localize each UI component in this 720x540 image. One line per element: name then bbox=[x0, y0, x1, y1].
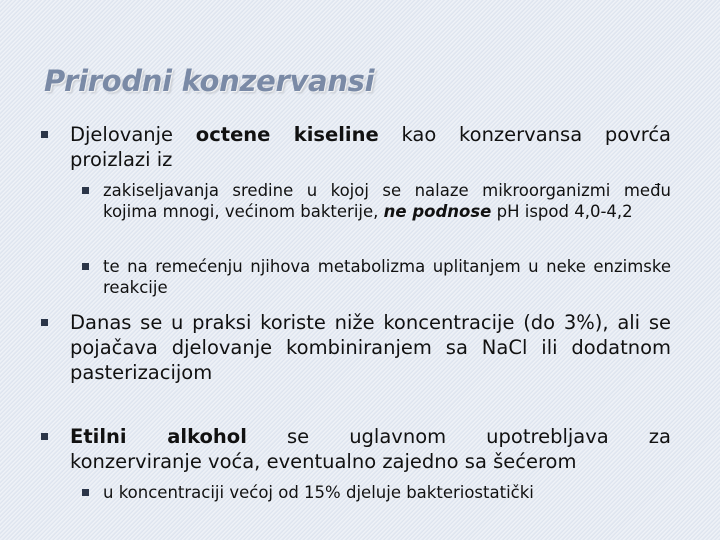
square-bullet-icon bbox=[82, 489, 89, 496]
highlight-term: octene kiseline bbox=[195, 123, 379, 146]
list-item bbox=[82, 256, 671, 298]
text-line: konzerviranje voća, eventualno zajedno sa šećerom bbox=[70, 450, 577, 473]
list-item bbox=[82, 482, 671, 503]
text-segment: se uglavnom upotrebljava za bbox=[246, 425, 671, 448]
bullet-text bbox=[70, 424, 671, 474]
bullet-text bbox=[70, 122, 671, 172]
highlight-term: ne podnose bbox=[383, 202, 492, 221]
list-item bbox=[41, 122, 671, 172]
square-bullet-icon bbox=[41, 131, 48, 138]
square-bullet-icon bbox=[41, 433, 48, 440]
highlight-term: Etilni alkohol bbox=[70, 425, 247, 448]
bullet-text: Danas se u praksi koriste niže koncentracije (do 3%), ali se pojačava djelovanje kombiniranjem sa NaCl ili dodatnom pasterizacijom bbox=[70, 311, 671, 384]
square-bullet-icon bbox=[82, 263, 89, 270]
text-segment: Djelovanje bbox=[70, 123, 196, 146]
bullet-text: te na remećenju njihova metabolizma uplitanjem u neke enzimske reakcije bbox=[103, 257, 671, 297]
bullet-text bbox=[103, 180, 671, 222]
slide-title: Prirodni konzervansi bbox=[44, 64, 375, 98]
text-segment: zakiseljavanja sredine u kojoj se nalaze mikroorganizmi među kojima mnogi, većinom bakterije, bbox=[103, 181, 671, 221]
square-bullet-icon bbox=[82, 187, 89, 194]
text-segment: pH ispod 4,0-4,2 bbox=[491, 202, 633, 221]
list-item bbox=[82, 180, 671, 222]
bullet-text: u koncentraciji većoj od 15% djeluje bakteriostatički bbox=[103, 483, 534, 502]
list-item bbox=[41, 310, 671, 385]
list-item bbox=[41, 424, 671, 474]
text-line bbox=[70, 424, 671, 449]
square-bullet-icon bbox=[41, 319, 48, 326]
text-segment: kao konzervansa povrća proizlazi iz bbox=[70, 123, 671, 171]
